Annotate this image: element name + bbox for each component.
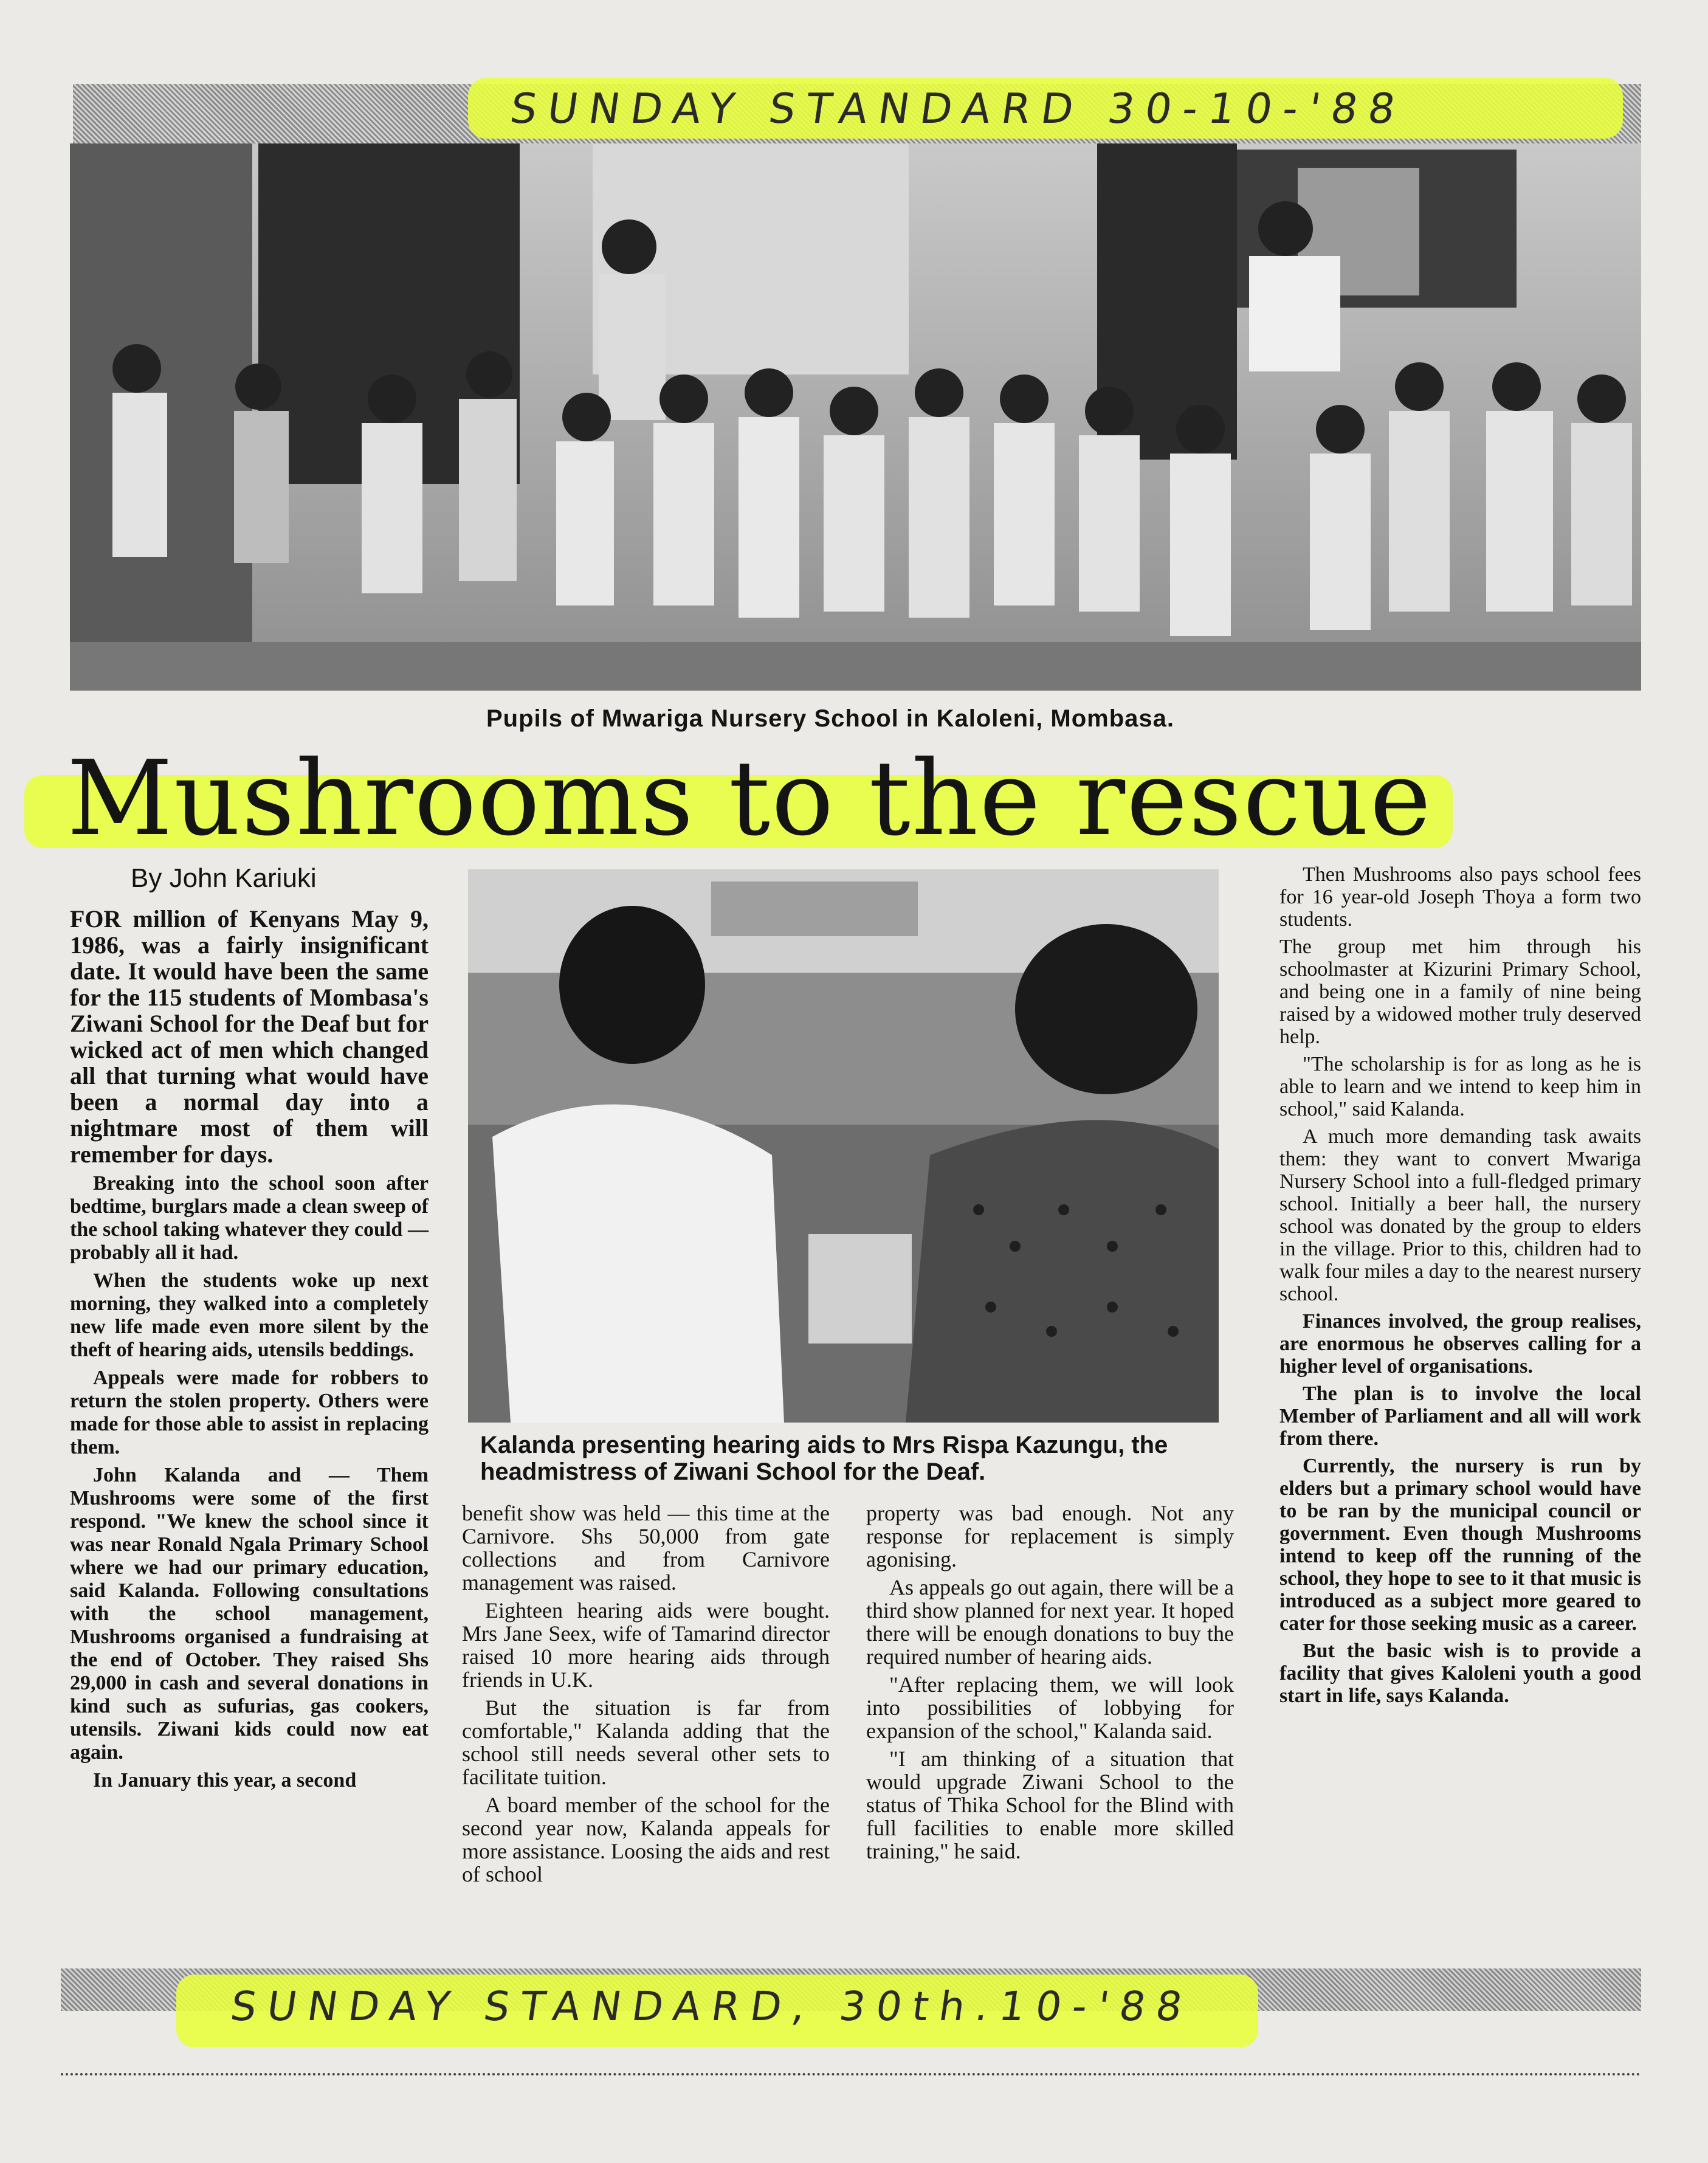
- top-photo: [70, 143, 1641, 691]
- col4-paragraph: Finances involved, the group realises, are enormous he observes calling for a higher level of organisations.: [1279, 1310, 1641, 1378]
- byline: By John Kariuki: [131, 863, 317, 893]
- headline: Mushrooms to the rescue: [67, 739, 1433, 859]
- col1-paragraph: John Kalanda and — Them Mushrooms were some of the first respond. "We knew the school since it was near Ronald Ngala Primary School where we had our primary education, said Kalanda. Following consultations with the school management, Mushrooms organised a fundraising at the end of October. They raised Shs 29,000 in cash and several donations in kind such as sufurias, gas cookers, utensils. Ziwani kids could now eat again.: [70, 1464, 429, 1764]
- col4-paragraph: But the basic wish is to provide a facility that gives Kaloleni youth a good start in life, says Kalanda.: [1279, 1640, 1641, 1707]
- col4-paragraph: "The scholarship is for as long as he is able to learn and we intend to keep him in school," said Kalanda.: [1279, 1053, 1641, 1120]
- col2-paragraph: A board member of the school for the second year now, Kalanda appeals for more assistance. Loosing the aids and rest of school: [462, 1793, 830, 1886]
- col4-paragraph: The plan is to involve the local Member of Parliament and all will work from there.: [1279, 1382, 1641, 1450]
- col1-paragraph: Appeals were made for robbers to return the stolen property. Others were made for those able to assist in replacing them.: [70, 1367, 429, 1458]
- top-photo-caption: Pupils of Mwariga Nursery School in Kaloleni, Mombasa.: [486, 705, 1174, 732]
- col4-paragraph: Currently, the nursery is run by elders but a primary school would have to be ran by the municipal council or government. Even though Mushrooms intend to keep off the running of the school, they hope to see to it that music is introduced as a subject more geared to cater for those seeking music as a career.: [1279, 1455, 1641, 1635]
- col1-paragraph: When the students woke up next morning, they walked into a completely new life made even more silent by the theft of hearing aids, utensils beddings.: [70, 1269, 429, 1361]
- col4-paragraph: Then Mushrooms also pays school fees for 16 year-old Joseph Thoya a form two students.: [1279, 863, 1641, 931]
- col3-paragraph: "I am thinking of a situation that would upgrade Ziwani School to the status of Thika School for the Blind with full facilities to enable more skilled training," he said.: [866, 1747, 1234, 1863]
- article-column-2: [462, 1502, 830, 1891]
- col2-paragraph: benefit show was held — this time at the Carnivore. Shs 50,000 from gate collections and from Carnivore management was raised.: [462, 1501, 830, 1595]
- col3-paragraph: "After replacing them, we will look into possibilities of lobbying for expansion of the school," Kalanda said.: [866, 1672, 1234, 1743]
- col2-paragraph: But the situation is far from comfortable," Kalanda adding that the school still needs several other sets to facilitate tuition.: [462, 1696, 830, 1789]
- col4-paragraph: The group met him through his schoolmaster at Kizurini Primary School, and being one in a family of nine being raised by a widowed mother truly deserved help.: [1279, 936, 1641, 1048]
- middle-photo-caption: Kalanda presenting hearing aids to Mrs Rispa Kazungu, the headmistress of Ziwani School for the Deaf.: [480, 1432, 1168, 1485]
- middle-photo: [468, 869, 1219, 1423]
- article-column-3: [866, 1502, 1234, 1868]
- col3-paragraph: property was bad enough. Not any response for replacement is simply agonising.: [866, 1501, 1234, 1571]
- col2-paragraph: Eighteen hearing aids were bought. Mrs Jane Seex, wife of Tamarind director raised 10 more hearing aids through friends in U.K.: [462, 1598, 830, 1692]
- col1-paragraph: FOR million of Kenyans May 9, 1986, was a fairly insignificant date. It would have been the same for the 115 students of Mombasa's Ziwani School for the Deaf but for wicked act of men which changed all that turning what would have been a normal day into a nightmare most of them will remember for days.: [70, 905, 429, 1168]
- col4-paragraph: A much more demanding task awaits them: they want to convert Mwariga Nursery School into a full-fledged primary school. Initially a beer hall, the nursery school was donated by the group to elders in the village. Prior to this, children had to walk four miles a day to the nearest nursery school.: [1279, 1125, 1641, 1305]
- col3-paragraph: As appeals go out again, there will be a third show planned for next year. It hoped there will be enough donations to buy the required number of hearing aids.: [866, 1575, 1234, 1669]
- col1-paragraph: In January this year, a second: [93, 1769, 357, 1792]
- article-column-1: [70, 906, 429, 1797]
- article-column-4: [1279, 863, 1641, 1712]
- col1-paragraph: Breaking into the school soon after bedtime, burglars made a clean sweep of the school taking whatever they could — probably all it had.: [70, 1172, 429, 1264]
- header-handwriting: SUNDAY STANDARD 30-10-'88: [507, 85, 1409, 133]
- bottom-dotted-rule: [61, 2073, 1641, 2075]
- footer-handwriting: SUNDAY STANDARD, 30th.10-'88: [227, 1983, 1196, 2030]
